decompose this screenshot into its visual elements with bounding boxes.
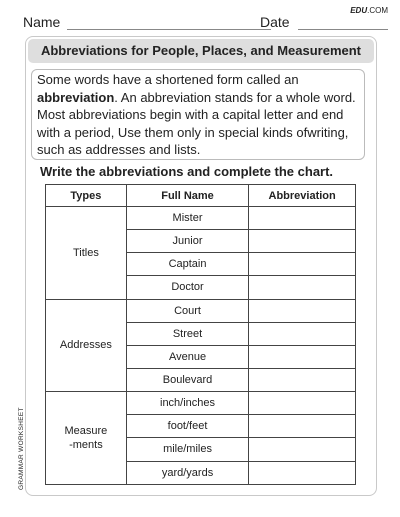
- logo-suffix: .COM: [367, 6, 388, 15]
- full-name-cell: Captain: [126, 253, 248, 276]
- date-line[interactable]: [298, 29, 388, 30]
- full-name-cell: Doctor: [126, 276, 248, 299]
- abbreviation-answer-cell[interactable]: [249, 345, 356, 368]
- type-label-line-2: -ments: [69, 438, 103, 451]
- abbreviation-answer-cell[interactable]: [249, 207, 356, 230]
- intro-text-2: . An abbreviation stands for a whole word. Most abbreviations begin with a capital letter and end with a period, Use them only in special kinds ofwriting, such as addresses and lists.: [37, 89, 356, 157]
- full-name-cell: yard/yards: [126, 461, 248, 484]
- abbreviation-answer-cell[interactable]: [249, 230, 356, 253]
- abbreviation-answer-cell[interactable]: [249, 253, 356, 276]
- abbreviation-answer-cell[interactable]: [249, 322, 356, 345]
- type-cell-titles: [46, 207, 127, 300]
- abbreviation-answer-cell[interactable]: [249, 368, 356, 391]
- type-label: Addresses: [59, 339, 112, 352]
- table-header-row: [46, 185, 356, 207]
- logo-brand: EDU: [350, 6, 368, 15]
- type-label: Titles: [72, 246, 99, 259]
- abbreviation-answer-cell[interactable]: [249, 415, 356, 438]
- full-name-cell: Street: [126, 322, 248, 345]
- abbreviation-answer-cell[interactable]: [249, 461, 356, 484]
- full-name-cell: Avenue: [126, 345, 248, 368]
- abbreviation-answer-cell[interactable]: [249, 276, 356, 299]
- intro-text-1: Some words have a shortened form called an: [37, 72, 299, 87]
- abbreviation-answer-cell[interactable]: [249, 299, 356, 322]
- grammar-worksheet-label: GRAMMAR WORKSHEET: [18, 407, 25, 490]
- table-row: [46, 207, 356, 230]
- full-name-cell: Mister: [126, 207, 248, 230]
- name-line[interactable]: [67, 29, 271, 30]
- header-full-name: Full Name: [126, 185, 248, 207]
- full-name-cell: foot/feet: [126, 415, 248, 438]
- name-date-row: [23, 14, 388, 32]
- type-label-line-1: Measure: [64, 424, 108, 437]
- intro-bold-word: abbreviation: [37, 89, 115, 105]
- abbreviation-chart: [45, 184, 356, 485]
- table-row: [46, 299, 356, 322]
- full-name-cell: mile/miles: [126, 438, 248, 461]
- instruction: Write the abbreviations and complete the chart.: [40, 164, 334, 179]
- type-cell-addresses: [46, 299, 127, 392]
- abbreviation-answer-cell[interactable]: [249, 392, 356, 415]
- intro-box: [31, 69, 365, 160]
- full-name-cell: inch/inches: [126, 392, 248, 415]
- full-name-cell: Junior: [126, 230, 248, 253]
- header-types: Types: [46, 185, 127, 207]
- worksheet-title: Abbreviations for People, Places, and Measurement: [28, 39, 374, 63]
- table-row: [46, 392, 356, 415]
- abbreviation-answer-cell[interactable]: [249, 438, 356, 461]
- name-label: Name: [23, 14, 61, 30]
- header-abbreviation: Abbreviation: [249, 185, 356, 207]
- full-name-cell: Boulevard: [126, 368, 248, 391]
- type-cell-measurements: [46, 392, 127, 485]
- full-name-cell: Court: [126, 299, 248, 322]
- date-label: Date: [260, 14, 290, 30]
